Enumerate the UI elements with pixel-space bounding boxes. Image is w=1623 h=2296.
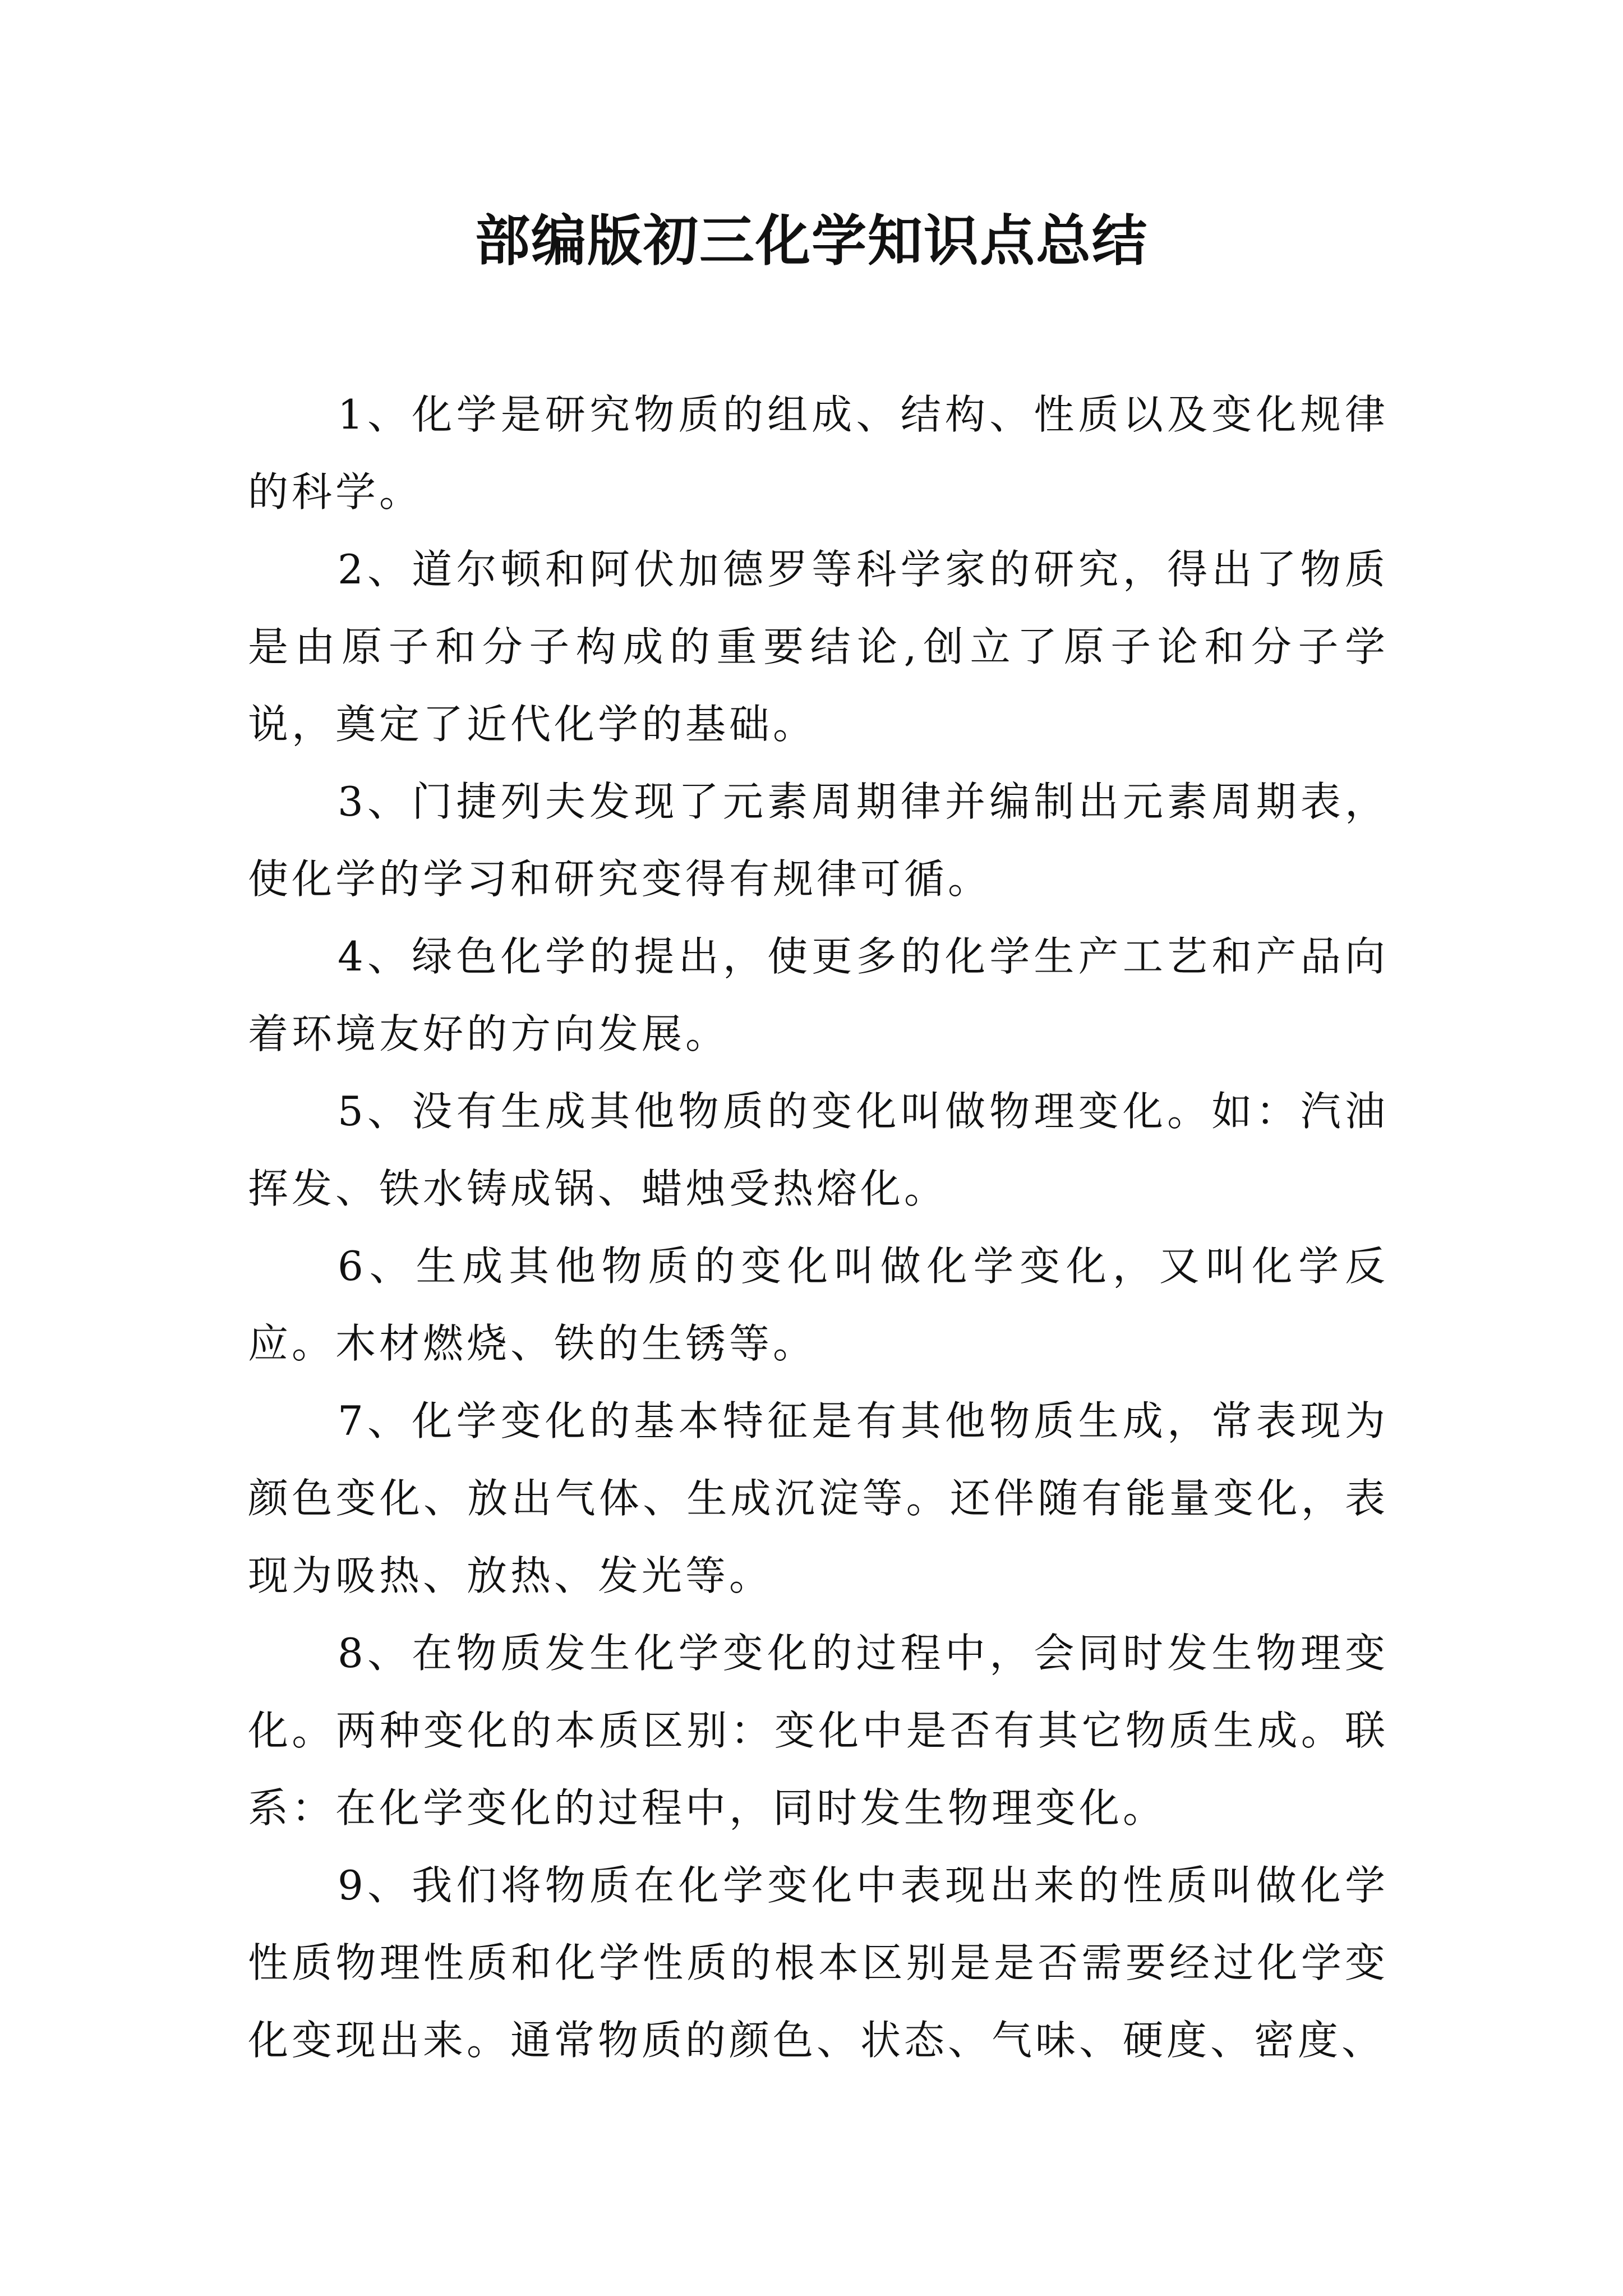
paragraph-8: 8、在物质发生化学变化的过程中，会同时发生物理变化。两种变化的本质区别：变化中是否有其它物质生成。联系：在化学变化的过程中，同时发生物理变化。 [248, 1630, 1389, 1832]
paragraph-9: 9、我们将物质在化学变化中表现出来的性质叫做化学性质物理性质和化学性质的根本区别是是否需要经过化学变化变现出来。通常物质的颜色、状态、气味、硬度、密度、 [248, 1862, 1389, 2064]
paragraph-7: 7、化学变化的基本特征是有其他物质生成，常表现为颜色变化、放出气体、生成沉淀等。还伴随有能量变化，表现为吸热、放热、发光等。 [248, 1397, 1389, 1599]
paragraph-2: 2、道尔顿和阿伏加德罗等科学家的研究，得出了物质是由原子和分子构成的重要结论,创立了原子论和分子学说，奠定了近代化学的基础。 [248, 546, 1389, 748]
document-title: 部编版初三化学知识点总结 [474, 209, 1148, 273]
document-body [248, 376, 1389, 2079]
paragraph-6: 6、生成其他物质的变化叫做化学变化，又叫化学反应。木材燃烧、铁的生锈等。 [248, 1243, 1389, 1367]
paragraph-4: 4、绿色化学的提出，使更多的化学生产工艺和产品向着环境友好的方向发展。 [248, 933, 1389, 1057]
paragraph-3: 3、门捷列夫发现了元素周期律并编制出元素周期表，使化学的学习和研究变得有规律可循。 [248, 778, 1389, 903]
paragraph-1: 1、化学是研究物质的组成、结构、性质以及变化规律的科学。 [248, 391, 1389, 516]
paragraph-5: 5、没有生成其他物质的变化叫做物理变化。如：汽油挥发、铁水铸成锅、蜡烛受热熔化。 [248, 1088, 1389, 1212]
